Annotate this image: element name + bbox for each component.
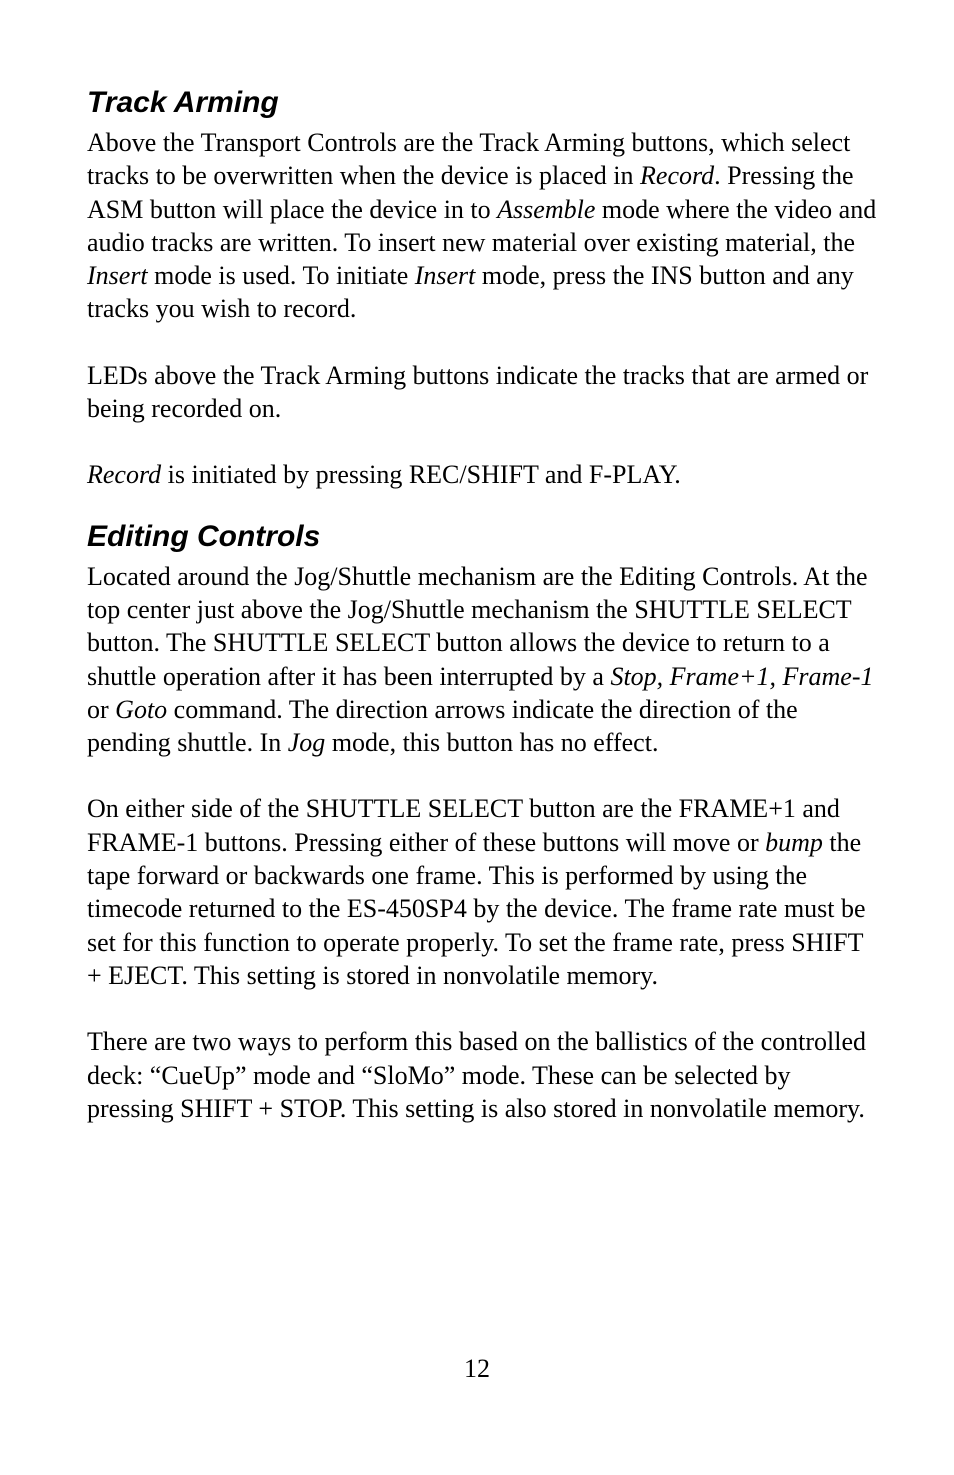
italic-text: Jog [287, 728, 326, 758]
text-run: mode where the video and audio tracks are written. To insert new material over existing material, the [87, 194, 877, 257]
paragraph-editing-controls-modes [87, 1025, 877, 1125]
italic-text: Assemble [497, 194, 596, 224]
italic-text: Insert [414, 261, 476, 291]
text-run: mode, press the INS button and any tracks you wish to record. [87, 261, 854, 324]
text-run: On either side of the SHUTTLE SELECT button are the FRAME+1 and FRAME-1 buttons. Pressing either of these buttons will move or [87, 794, 840, 857]
text-run: the tape forward or backwards one frame. This is performed by using the timecode returned to the ES-450SP4 by the device. The frame rate must be set for this function to operate properly. To set the frame rate, press SHIFT + EJECT. This setting is stored in nonvolatile memory. [87, 827, 866, 990]
paragraph-editing-controls-frame [87, 792, 877, 992]
heading-editing-controls: Editing Controls [87, 519, 321, 553]
paragraph-track-arming-leds [87, 359, 877, 426]
text-run: mode is used. To initiate [147, 261, 415, 291]
text-run: or [87, 694, 116, 724]
italic-text: Record [87, 460, 162, 490]
italic-text: Stop, Frame+1, Frame-1 [610, 661, 874, 691]
text-run: Located around the Jog/Shuttle mechanism are the Editing Controls. At the top center just above the Jog/Shuttle mechanism the SHUTTLE SELECT button. The SHUTTLE SELECT button allows the device to return to a shuttle operation after it has been interrupted by a [87, 561, 868, 691]
text-run: Above the Transport Controls are the Track Arming buttons, which select tracks to be overwritten when the device is placed in [87, 128, 851, 191]
text-run: mode, this button has no effect. [325, 728, 659, 758]
paragraph-track-arming-record [87, 458, 877, 491]
page-content [87, 84, 877, 1158]
italic-text: bump [765, 827, 823, 857]
italic-text: Goto [115, 694, 168, 724]
text-run: LEDs above the Track Arming buttons indicate the tracks that are armed or being recorded on. [87, 360, 869, 424]
text-run: There are two ways to perform this based on the ballistics of the controlled deck: “CueUp” mode and “SloMo” mode. These can be selected by pressing SHIFT + STOP. This setting is also stored in nonvolatile memory. [87, 1027, 867, 1123]
italic-text: Record [640, 161, 715, 191]
text-run: is initiated by pressing REC/SHIFT and F-PLAY. [161, 460, 681, 490]
paragraph-editing-controls-intro [87, 560, 877, 760]
italic-text: Insert [87, 261, 148, 291]
page-number: 12 [464, 1354, 490, 1383]
heading-track-arming: Track Arming [87, 86, 279, 119]
text-run: . Pressing the ASM button will place the device in to [87, 161, 854, 224]
paragraph-track-arming-intro [87, 126, 877, 326]
text-run: command. The direction arrows indicate the direction of the pending shuttle. In [87, 694, 798, 758]
